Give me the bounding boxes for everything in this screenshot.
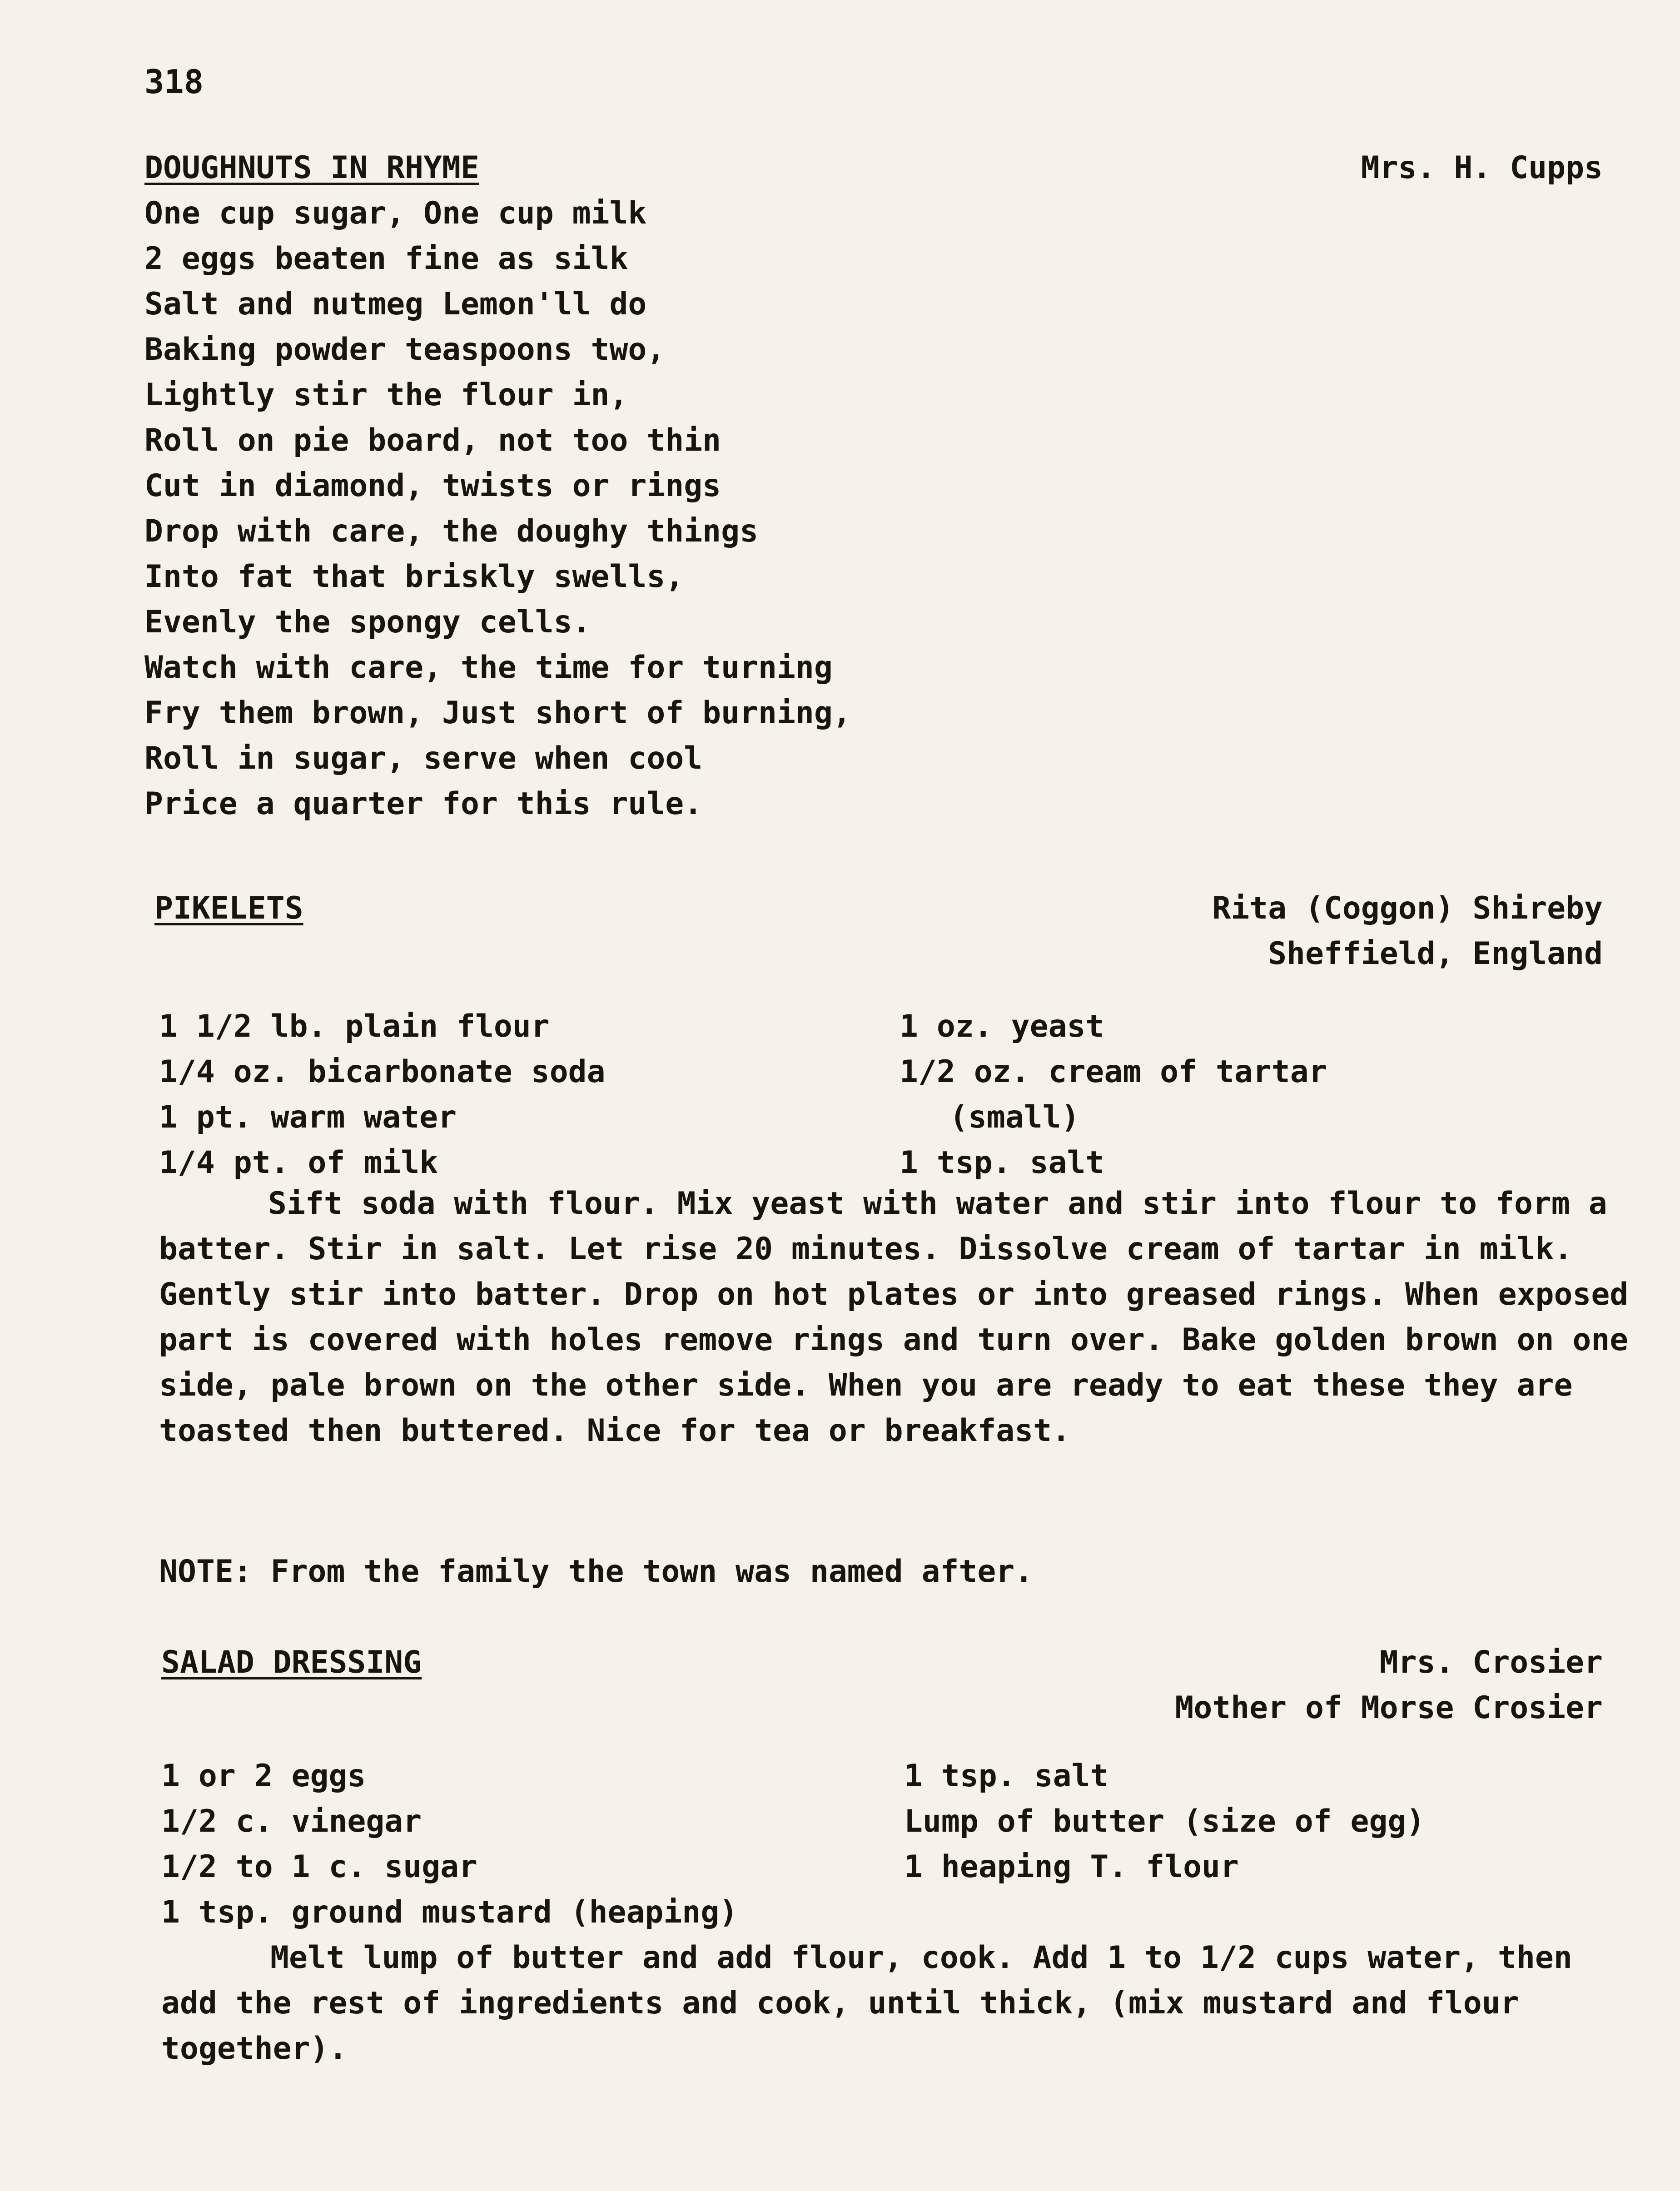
- rhyme-line: Cut in diamond, twists or rings: [144, 468, 721, 504]
- ingredient: Lump of butter (size of egg): [904, 1803, 1425, 1839]
- ingredient: 1 tsp. salt: [904, 1758, 1109, 1794]
- rhyme-line: Watch with care, the time for turning: [144, 650, 833, 686]
- rhyme-line: Lightly stir the flour in,: [144, 377, 628, 413]
- author-name: Rita (Coggon) Shireby: [1212, 890, 1603, 926]
- rhyme-line: Drop with care, the doughy things: [144, 513, 759, 549]
- author-relation: Mother of Morse Crosier: [1175, 1690, 1603, 1726]
- ingredient: 1 1/2 lb. plain flour: [159, 1009, 550, 1044]
- author-name: Mrs. Crosier: [1379, 1644, 1603, 1680]
- recipe-author: Mrs. H. Cupps: [1361, 150, 1603, 186]
- rhyme-line: Salt and nutmeg Lemon'll do: [144, 286, 647, 322]
- ingredients-right: [900, 1004, 1327, 1186]
- rhyme-line: Baking powder teaspoons two,: [144, 332, 666, 368]
- recipe-title: DOUGHNUTS IN RHYME: [144, 150, 479, 186]
- ingredient: 1 pt. warm water: [159, 1099, 457, 1135]
- recipe-title: PIKELETS: [154, 890, 303, 926]
- ingredient: 1/2 c. vinegar: [161, 1803, 422, 1839]
- rhyme-lines: [144, 191, 851, 827]
- rhyme-line: Price a quarter for this rule.: [144, 786, 703, 822]
- rhyme-line: Roll in sugar, serve when cool: [144, 740, 703, 776]
- ingredient: 1/4 oz. bicarbonate soda: [159, 1054, 606, 1090]
- ingredient: 1 tsp. ground mustard (heaping): [161, 1894, 738, 1930]
- ingredient: 1/4 pt. of milk: [159, 1145, 438, 1181]
- recipe-directions: Melt lump of butter and add flour, cook. Add 1 to 1/2 cups water, then add the rest of ingredients and cook, until thick, (mix mustard and flour together).: [161, 1940, 1572, 2067]
- rhyme-line: One cup sugar, One cup milk: [144, 195, 647, 231]
- ingredient: 1 heaping T. flour: [904, 1849, 1239, 1885]
- ingredient: 1 or 2 eggs: [161, 1758, 366, 1794]
- page-number: 318: [144, 63, 204, 101]
- ingredient: (small): [949, 1099, 1080, 1135]
- author-location: Sheffield, England: [1268, 936, 1603, 972]
- rhyme-line: Evenly the spongy cells.: [144, 604, 591, 640]
- recipe-author: [1175, 1640, 1603, 1731]
- recipe-note: NOTE: From the family the town was named after.: [159, 1554, 1034, 1590]
- ingredient: 1 tsp. salt: [900, 1145, 1104, 1181]
- recipe-title: SALAD DRESSING: [161, 1644, 422, 1680]
- ingredients-right: [904, 1754, 1425, 1890]
- ingredient: 1 oz. yeast: [900, 1009, 1104, 1044]
- ingredient: 1/2 oz. cream of tartar: [900, 1054, 1327, 1090]
- recipe-author: [1212, 886, 1603, 977]
- ingredient: 1/2 to 1 c. sugar: [161, 1849, 477, 1885]
- rhyme-line: Into fat that briskly swells,: [144, 559, 684, 595]
- rhyme-line: Roll on pie board, not too thin: [144, 422, 721, 458]
- rhyme-line: Fry them brown, Just short of burning,: [144, 695, 851, 731]
- rhyme-line: 2 eggs beaten fine as silk: [144, 241, 628, 277]
- ingredients-left: [159, 1004, 606, 1186]
- recipe-directions: Sift soda with flour. Mix yeast with water and stir into flour to form a batter. Stir in salt. Let rise 20 minutes. Dissolve cream of tartar in milk. Gently stir into batter. Drop on hot plates or into greased rings. When exposed part is covered with holes remove rings and turn over. Bake golden brown on one side, pale brown on the other side. When you are ready to eat these they are toasted then buttered. Nice for tea or breakfast.: [159, 1186, 1629, 1449]
- ingredients-left: [161, 1754, 738, 1935]
